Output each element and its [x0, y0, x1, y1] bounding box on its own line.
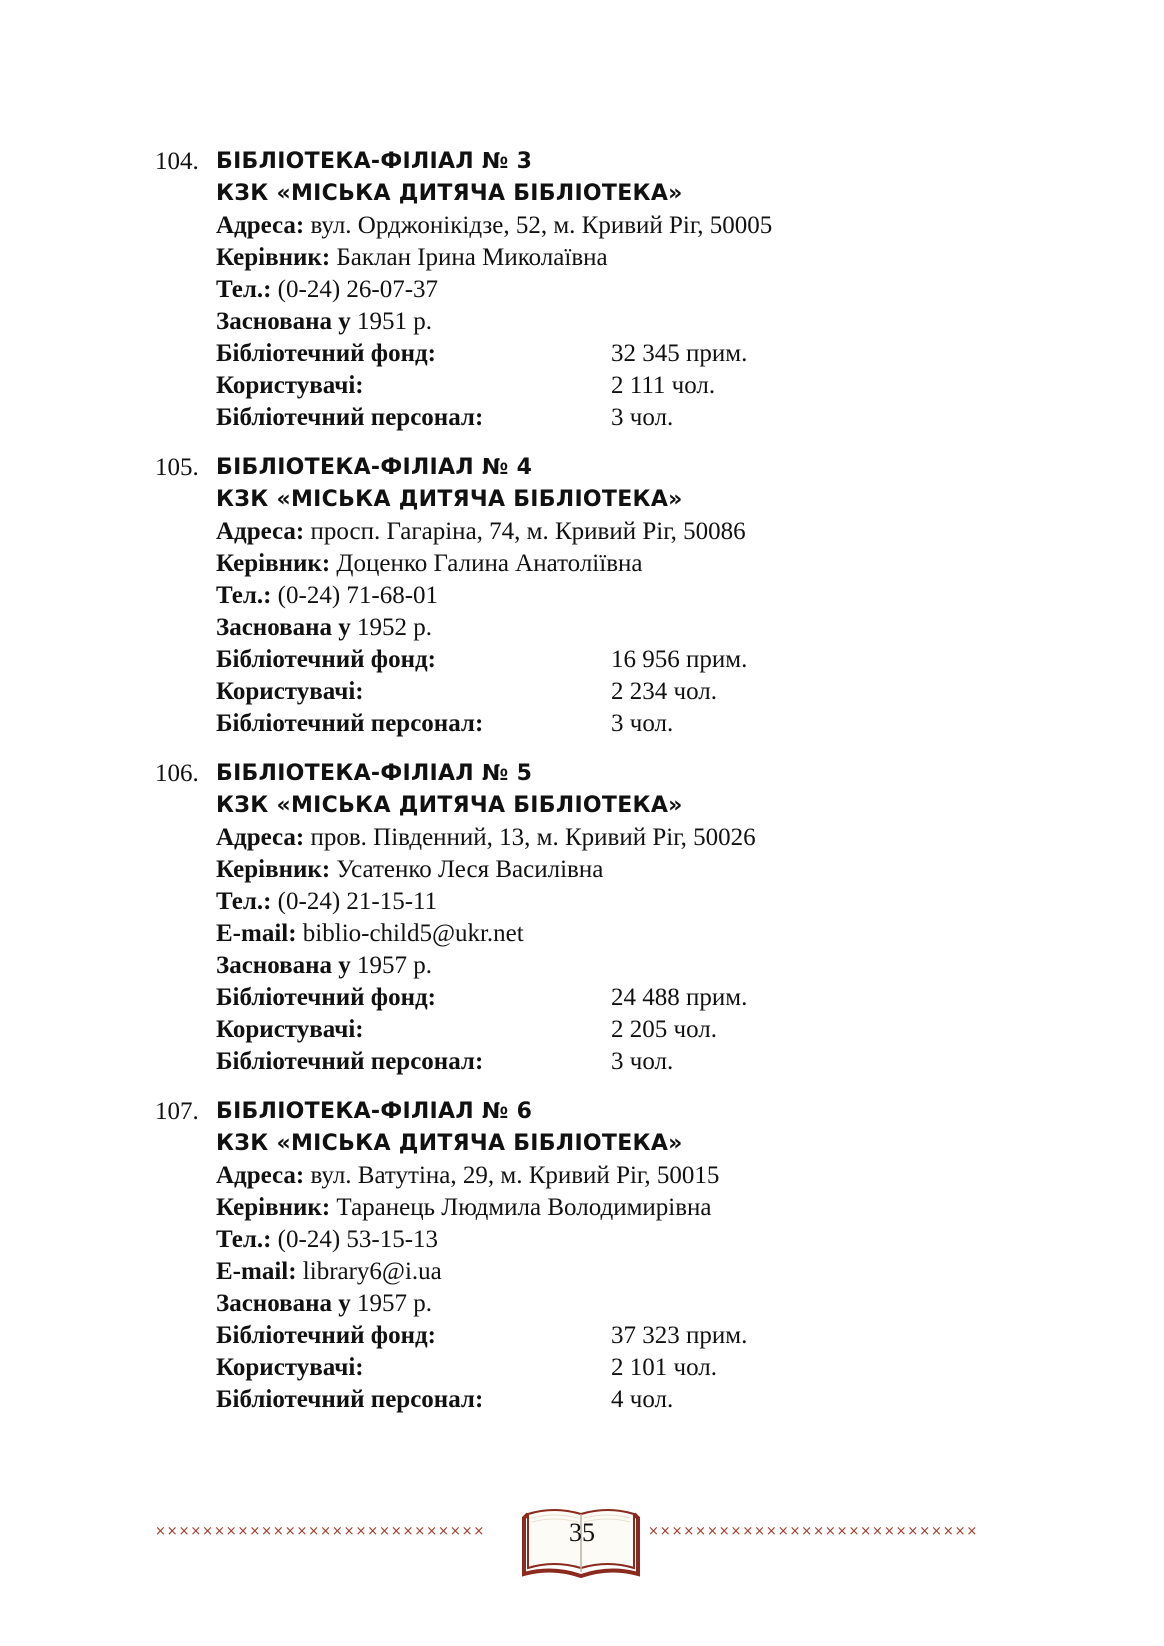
- email-label: E-mail:: [216, 1258, 297, 1285]
- library-entry-105: [155, 452, 1055, 740]
- users-value: 2 205 чол.: [611, 1016, 717, 1043]
- email-label: E-mail:: [216, 920, 297, 947]
- fund-label: Бібліотечний фонд:: [216, 340, 436, 367]
- founded-value: 1957 р.: [350, 1290, 432, 1317]
- entry-title: БІБЛІОТЕКА-ФІЛІАЛ № 5: [216, 761, 533, 786]
- address-label: Адреса:: [216, 518, 305, 545]
- phone-value: (0-24) 71-68-01: [271, 582, 439, 609]
- phone-label: Тел.:: [216, 1226, 272, 1253]
- address-value: пров. Південний, 13, м. Кривий Ріг, 50026: [304, 824, 756, 851]
- users-label: Користувачі:: [216, 678, 364, 705]
- staff-label: Бібліотечний персонал:: [216, 710, 484, 737]
- founded-label: Заснована у: [216, 308, 351, 335]
- founded-label: Заснована у: [216, 614, 351, 641]
- users-value: 2 101 чол.: [611, 1354, 717, 1381]
- fund-value: 24 488 прим.: [611, 984, 748, 1011]
- fund-value: 32 345 прим.: [611, 340, 748, 367]
- founded-label: Заснована у: [216, 1290, 351, 1317]
- entry-number: 104.: [155, 148, 199, 175]
- founded-label: Заснована у: [216, 952, 351, 979]
- founded-value: 1951 р.: [350, 308, 432, 335]
- entry-title: БІБЛІОТЕКА-ФІЛІАЛ № 3: [216, 149, 533, 174]
- head-label: Керівник:: [216, 244, 331, 271]
- address-value: вул. Орджонікідзе, 52, м. Кривий Ріг, 50005: [304, 212, 773, 239]
- library-entry-107: [155, 1096, 1055, 1416]
- fund-label: Бібліотечний фонд:: [216, 984, 436, 1011]
- page-footer: [0, 1500, 1164, 1590]
- entry-subtitle: КЗК «МІСЬКА ДИТЯЧА БІБЛІОТЕКА»: [216, 1131, 683, 1156]
- library-entry-106: [155, 758, 1055, 1078]
- fund-label: Бібліотечний фонд:: [216, 646, 436, 673]
- head-label: Керівник:: [216, 856, 331, 883]
- email-value[interactable]: library6@i.ua: [296, 1258, 442, 1285]
- entry-title: БІБЛІОТЕКА-ФІЛІАЛ № 4: [216, 455, 533, 480]
- entry-number: 107.: [155, 1098, 199, 1125]
- users-label: Користувачі:: [216, 1354, 364, 1381]
- staff-label: Бібліотечний персонал:: [216, 1048, 484, 1075]
- head-value: Доценко Галина Анатоліївна: [330, 550, 643, 577]
- entry-number: 106.: [155, 760, 199, 787]
- entry-title: БІБЛІОТЕКА-ФІЛІАЛ № 6: [216, 1099, 533, 1124]
- library-entry-104: [155, 146, 1055, 434]
- founded-value: 1957 р.: [350, 952, 432, 979]
- address-value: просп. Гагаріна, 74, м. Кривий Ріг, 50086: [304, 518, 746, 545]
- staff-value: 3 чол.: [611, 1048, 674, 1075]
- users-value: 2 234 чол.: [611, 678, 717, 705]
- users-label: Користувачі:: [216, 1016, 364, 1043]
- page-number: 35: [569, 1518, 595, 1547]
- entry-number: 105.: [155, 454, 199, 481]
- phone-value: (0-24) 26-07-37: [271, 276, 439, 303]
- entry-subtitle: КЗК «МІСЬКА ДИТЯЧА БІБЛІОТЕКА»: [216, 793, 683, 818]
- phone-label: Тел.:: [216, 582, 272, 609]
- ornament-left: ××××××××××××××××××××××××××××: [155, 1524, 486, 1539]
- entry-subtitle: КЗК «МІСЬКА ДИТЯЧА БІБЛІОТЕКА»: [216, 181, 683, 206]
- address-label: Адреса:: [216, 212, 305, 239]
- users-value: 2 111 чол.: [611, 372, 716, 399]
- head-label: Керівник:: [216, 1194, 331, 1221]
- ornament-right: ××××××××××××××××××××××××××××: [648, 1524, 979, 1539]
- staff-label: Бібліотечний персонал:: [216, 1386, 484, 1413]
- phone-value: (0-24) 53-15-13: [271, 1226, 439, 1253]
- staff-value: 4 чол.: [611, 1386, 674, 1413]
- founded-value: 1952 р.: [350, 614, 432, 641]
- address-label: Адреса:: [216, 1162, 305, 1189]
- staff-label: Бібліотечний персонал:: [216, 404, 484, 431]
- address-value: вул. Ватутіна, 29, м. Кривий Ріг, 50015: [304, 1162, 720, 1189]
- fund-label: Бібліотечний фонд:: [216, 1322, 436, 1349]
- phone-label: Тел.:: [216, 888, 272, 915]
- entry-subtitle: КЗК «МІСЬКА ДИТЯЧА БІБЛІОТЕКА»: [216, 487, 683, 512]
- address-label: Адреса:: [216, 824, 305, 851]
- head-value: Баклан Ірина Миколаївна: [330, 244, 608, 271]
- head-label: Керівник:: [216, 550, 331, 577]
- email-value[interactable]: biblio-child5@ukr.net: [296, 920, 524, 947]
- fund-value: 16 956 прим.: [611, 646, 748, 673]
- phone-value: (0-24) 21-15-11: [271, 888, 438, 915]
- fund-value: 37 323 прим.: [611, 1322, 748, 1349]
- staff-value: 3 чол.: [611, 710, 674, 737]
- users-label: Користувачі:: [216, 372, 364, 399]
- head-value: Усатенко Леся Василівна: [330, 856, 604, 883]
- staff-value: 3 чол.: [611, 404, 674, 431]
- head-value: Таранець Людмила Володимирівна: [330, 1194, 712, 1221]
- phone-label: Тел.:: [216, 276, 272, 303]
